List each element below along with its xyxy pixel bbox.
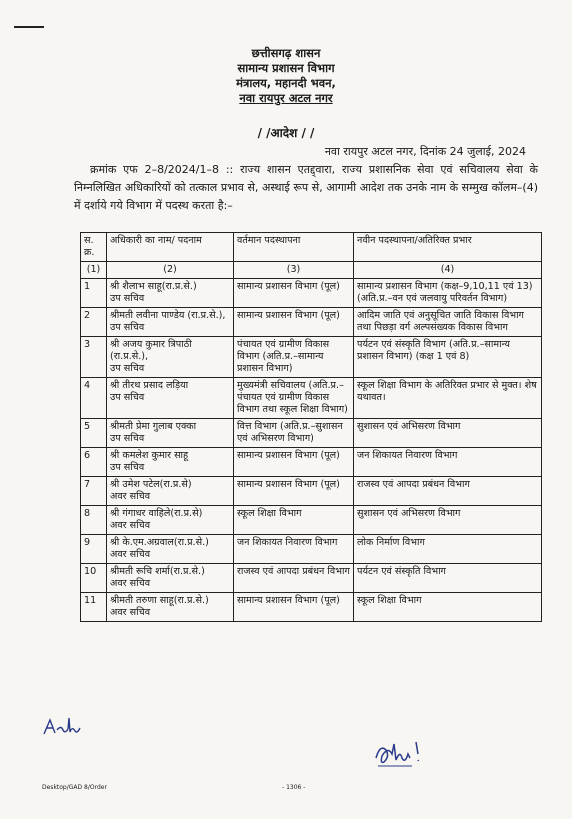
column-number-row	[81, 262, 542, 279]
table-row	[81, 535, 542, 564]
officer-designation: अवर सचिव	[110, 491, 151, 502]
row-new-posting: राजस्व एवं आपदा प्रबंधन विभाग	[354, 477, 542, 506]
col-number: (2)	[107, 262, 234, 279]
row-sno: 7	[81, 477, 107, 506]
row-current-posting: सामान्य प्रशासन विभाग (पूल)	[234, 279, 354, 308]
footer-file-path: Desktop/GAD 8/Order	[42, 784, 107, 791]
header-new: नवीन पदस्थापना/अतिरिक्त प्रभार	[354, 233, 542, 262]
row-officer	[107, 419, 234, 448]
row-officer	[107, 448, 234, 477]
header-government: छत्तीसगढ़ शासन	[251, 46, 321, 60]
officer-designation: उप सचिव	[110, 293, 145, 304]
header-officer: अधिकारी का नाम/ पदनाम	[107, 233, 234, 262]
row-officer	[107, 593, 234, 622]
row-current-posting: सामान्य प्रशासन विभाग (पूल)	[234, 477, 354, 506]
header-current: वर्तमान पदस्थापना	[234, 233, 354, 262]
header-ministry: मंत्रालय, महानदी भवन,	[236, 76, 336, 90]
table-row	[81, 419, 542, 448]
table-header-row	[81, 233, 542, 262]
header-sno: स. क्र.	[81, 233, 107, 262]
row-current-posting: जन शिकायत निवारण विभाग	[234, 535, 354, 564]
date-line: नवा रायपुर अटल नगर, दिनांक 24 जुलाई, 2024	[324, 145, 526, 158]
row-sno: 8	[81, 506, 107, 535]
row-officer	[107, 337, 234, 378]
officer-signature	[372, 736, 432, 774]
officer-name: श्री के.एम.अग्रवाल(रा.प्र.से.)	[110, 537, 209, 548]
row-sno: 6	[81, 448, 107, 477]
letterhead	[0, 46, 572, 106]
row-officer	[107, 279, 234, 308]
row-current-posting: सामान्य प्रशासन विभाग (पूल)	[234, 308, 354, 337]
table-row	[81, 477, 542, 506]
row-sno: 10	[81, 564, 107, 593]
row-new-posting: सुशासन एवं अभिसरण विभाग	[354, 506, 542, 535]
header-department: सामान्य प्रशासन विभाग	[237, 61, 335, 75]
order-title: / /आदेश / /	[257, 126, 315, 140]
col-number: (3)	[234, 262, 354, 279]
row-new-posting: लोक निर्माण विभाग	[354, 535, 542, 564]
officer-designation: उप सचिव	[110, 363, 145, 374]
header-city: नवा रायपुर अटल नगर	[239, 91, 333, 105]
row-current-posting: मुख्यमंत्री सचिवालय (अति.प्र.–पंचायत एवं ग्रामीण विकास विभाग तथा स्कूल शिक्षा विभाग)	[234, 378, 354, 419]
officer-name: श्री तीरथ प्रसाद लड़िया	[110, 380, 189, 391]
posting-table	[80, 232, 542, 622]
row-new-posting: पर्यटन एवं संस्कृति विभाग (अति.प्र.–सामान्य प्रशासन विभाग) (कक्ष 1 एवं 8)	[354, 337, 542, 378]
row-new-posting: आदिम जाति एवं अनुसूचित जाति विकास विभाग तथा पिछड़ा वर्ग अल्पसंख्यक विकास विभाग	[354, 308, 542, 337]
officer-designation: उप सचिव	[110, 322, 145, 333]
left-initial-signature	[42, 712, 82, 742]
row-current-posting: स्कूल शिक्षा विभाग	[234, 506, 354, 535]
table-row	[81, 308, 542, 337]
officer-designation: उप सचिव	[110, 433, 145, 444]
margin-dash-mark	[14, 26, 44, 28]
row-new-posting: स्कूल शिक्षा विभाग के अतिरिक्त प्रभार से मुक्त। शेष यथावत।	[354, 378, 542, 419]
table-row	[81, 378, 542, 419]
row-officer	[107, 308, 234, 337]
order-paragraph: क्रमांक एफ 2–8/2024/1–8 :: राज्य शासन एतद्द्वारा, राज्य प्रशासनिक सेवा एवं सचिवालय सेवा के निम्नलिखित अधिकारियों को तत्काल प्रभाव से, अस्थाई रूप से, आगामी आदेश तक उनके नाम के सम्मुख कॉलम–(4) में दर्शाये गये विभाग में पदस्थ करता है:–	[74, 163, 538, 212]
officer-name: श्रीमती प्रेमा गुलाब एक्का	[110, 421, 197, 432]
officer-designation: अवर सचिव	[110, 578, 151, 589]
table-row	[81, 337, 542, 378]
table-row	[81, 279, 542, 308]
row-sno: 11	[81, 593, 107, 622]
officer-name: श्री कमलेश कुमार साहू	[110, 450, 189, 461]
row-sno: 9	[81, 535, 107, 564]
row-sno: 5	[81, 419, 107, 448]
officer-name: श्रीमती रूचि शर्मा(रा.प्र.से.)	[110, 566, 205, 577]
row-current-posting: सामान्य प्रशासन विभाग (पूल)	[234, 448, 354, 477]
row-current-posting: वित्त विभाग (अति.प्र.–सुशासन एवं अभिसरण विभाग)	[234, 419, 354, 448]
officer-designation: अवर सचिव	[110, 607, 151, 618]
table-body	[81, 279, 542, 622]
row-current-posting: राजस्व एवं आपदा प्रबंधन विभाग	[234, 564, 354, 593]
row-new-posting: पर्यटन एवं संस्कृति विभाग	[354, 564, 542, 593]
officer-designation: अवर सचिव	[110, 549, 151, 560]
officer-name: श्रीमती लवीना पाण्डेय (रा.प्र.से.),	[110, 310, 226, 321]
row-sno: 3	[81, 337, 107, 378]
table-row	[81, 564, 542, 593]
row-officer	[107, 564, 234, 593]
row-officer	[107, 477, 234, 506]
row-new-posting: जन शिकायत निवारण विभाग	[354, 448, 542, 477]
row-sno: 2	[81, 308, 107, 337]
officer-designation: उप सचिव	[110, 462, 145, 473]
table-row	[81, 506, 542, 535]
row-sno: 4	[81, 378, 107, 419]
officer-designation: उप सचिव	[110, 392, 145, 403]
officer-name: श्रीमती तरुणा साहू(रा.प्र.से.)	[110, 595, 209, 606]
table-row	[81, 593, 542, 622]
row-officer	[107, 378, 234, 419]
officer-name: श्री अजय कुमार त्रिपाठी (रा.प्र.से.),	[110, 339, 192, 362]
row-officer	[107, 535, 234, 564]
table-row	[81, 448, 542, 477]
row-new-posting: स्कूल शिक्षा विभाग	[354, 593, 542, 622]
row-new-posting: सुशासन एवं अभिसरण विभाग	[354, 419, 542, 448]
col-number: (4)	[354, 262, 542, 279]
row-current-posting: पंचायत एवं ग्रामीण विकास विभाग (अति.प्र.–सामान्य प्रशासन विभाग)	[234, 337, 354, 378]
row-new-posting: सामान्य प्रशासन विभाग (कक्ष–9,10,11 एवं 13) (अति.प्र.–वन एवं जलवायु परिवर्तन विभाग)	[354, 279, 542, 308]
row-officer	[107, 506, 234, 535]
row-current-posting: सामान्य प्रशासन विभाग (पूल)	[234, 593, 354, 622]
col-number: (1)	[81, 262, 107, 279]
officer-designation: अवर सचिव	[110, 520, 151, 531]
officer-name: श्री गंगाधर वाहिले(रा.प्र.से)	[110, 508, 203, 519]
officer-name: श्री उमेश पटेल(रा.प्र.से)	[110, 479, 192, 490]
row-sno: 1	[81, 279, 107, 308]
footer-page-number: - 1306 -	[282, 784, 306, 791]
officer-name: श्री शैलाभ साहू(रा.प्र.से.)	[110, 281, 197, 292]
